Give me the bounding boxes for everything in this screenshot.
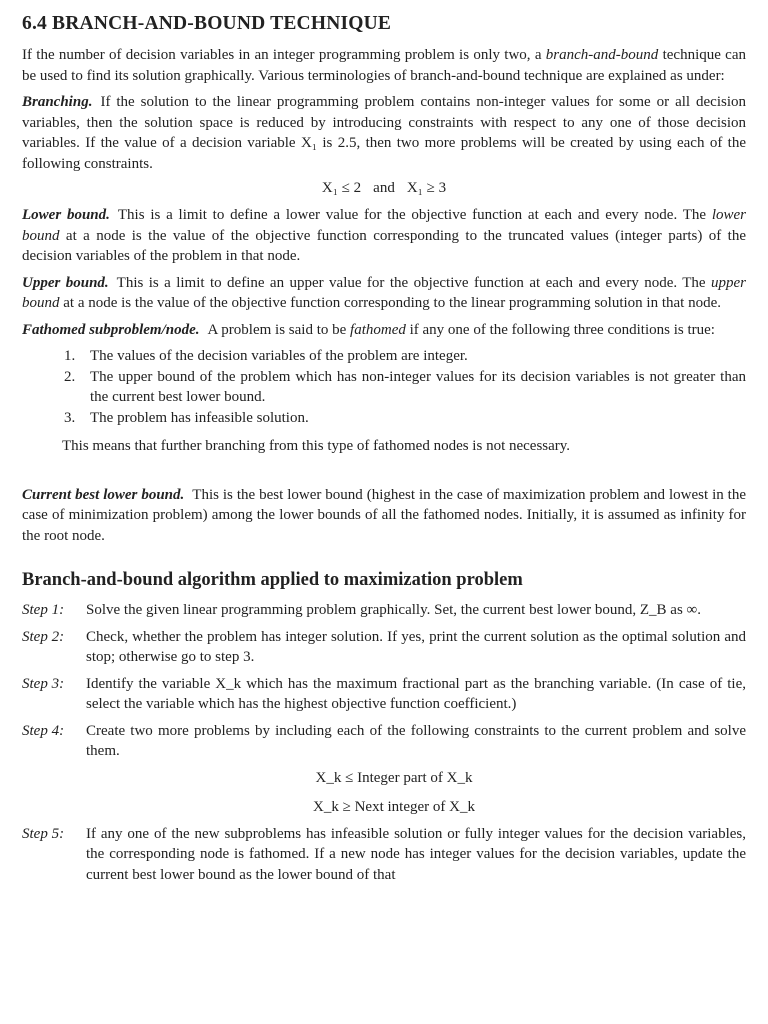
- step-5: [22, 824, 746, 886]
- list-item-text: The problem has infeasible solution.: [90, 409, 309, 426]
- intro-pre: If the number of decision variables in an integer programming problem is only two, a: [22, 47, 546, 63]
- list-item-number: 2.: [64, 368, 76, 385]
- step-text: If any one of the new subproblems has infeasible solution or fully integer values for the decision variables, the corresponding node is fathomed. If a new node has integer values for the decision variables, update the current best lower bound as the lower bound of that: [86, 825, 746, 883]
- step-text: Check, whether the problem has integer solution. If yes, print the current solution as the optimal solution and stop; otherwise go to step 3.: [86, 628, 746, 665]
- step-label: Step 1:: [22, 602, 65, 618]
- step-text: Identify the variable X_k which has the maximum fractional part as the branching variable. (In case of tie, select the variable which has the highest objective function coefficient.): [86, 675, 746, 712]
- list-item-number: 3.: [64, 409, 76, 426]
- fathomed-pre: A problem is said to be: [207, 321, 351, 338]
- branching-text: If the solution to the linear programming problem contains non-integer values for some or all decision variables, then the solution space is reduced by introducing constraints with respect to any one of those decision variables. If the value of a decision variable X₁ is 2.5, then two more problems will be created by using each of the following constraints.: [22, 94, 746, 172]
- fathomed-term: Fathomed subproblem/node.: [22, 321, 200, 338]
- list-item-text: The upper bound of the problem which has non-integer values for its decision variables is not greater than the current best lower bound.: [90, 368, 746, 405]
- step-label: Step 2:: [22, 628, 65, 645]
- step-1: [22, 600, 746, 621]
- fathomed-note: This means that further branching from this type of fathomed nodes is not necessary.: [62, 438, 571, 454]
- fathomed-em: fathomed: [350, 321, 406, 338]
- step-label: Step 3:: [22, 675, 65, 692]
- lower-bound-pre: This is a limit to define a lower value for the objective function at each and every node. The: [117, 207, 712, 223]
- intro-post: technique can be used to find its solution graphically. Various terminologies of branch-and-bound technique are explained as under:: [22, 47, 746, 84]
- step-text: Solve the given linear programming problem graphically. Set, the current best lower bound, Z_B as ∞.: [86, 602, 701, 618]
- upper-bound-term: Upper bound.: [22, 274, 109, 291]
- intro-em: branch-and-bound: [545, 47, 659, 63]
- formula-and: and: [373, 180, 395, 196]
- lower-bound-em: lower bound: [22, 207, 747, 244]
- formula-right: X₁ ≥ 3: [406, 180, 447, 196]
- lower-bound-post: at a node is the value of the objective function corresponding to the truncated values (integer parts) of the decision variables of the problem in that node.: [22, 227, 746, 264]
- current-best-definition: [22, 485, 746, 547]
- fathomed-post: if any one of the following three conditions is true:: [405, 321, 715, 338]
- upper-bound-definition: [22, 273, 746, 314]
- list-item-text: The values of the decision variables of the problem are integer.: [90, 348, 468, 364]
- upper-bound-em: upper bound: [22, 274, 746, 311]
- step4-formula-2: X_k ≥ Next integer of X_k: [313, 798, 475, 815]
- list-item-number: 1.: [64, 348, 76, 364]
- fathomed-definition: [22, 320, 746, 341]
- step-4: [22, 721, 746, 762]
- branching-term: Branching.: [22, 94, 93, 110]
- lower-bound-term: Lower bound.: [22, 207, 110, 223]
- step-3: [22, 674, 746, 715]
- branching-definition: [22, 92, 746, 174]
- algorithm-title: Branch-and-bound algorithm applied to maximization problem: [22, 570, 523, 590]
- section-title: 6.4 BRANCH-AND-BOUND TECHNIQUE: [22, 13, 392, 34]
- upper-bound-post: at a node is the value of the objective function corresponding to the linear programming solution in that node.: [59, 295, 721, 311]
- list-item: [64, 346, 746, 367]
- step-2: [22, 627, 746, 668]
- fathomed-conditions-list: [22, 346, 746, 428]
- upper-bound-pre: This is a limit to define an upper value for the objective function at each and every node. The: [116, 274, 711, 291]
- current-best-term: Current best lower bound.: [22, 486, 185, 503]
- list-item: [64, 367, 746, 408]
- formula-left: X₁ ≤ 2: [321, 180, 362, 196]
- intro-paragraph: [22, 45, 746, 86]
- list-item: [64, 408, 746, 429]
- step-label: Step 4:: [22, 722, 65, 739]
- step-label: Step 5:: [22, 825, 65, 842]
- step-text: Create two more problems by including each of the following constraints to the current problem and solve them.: [86, 722, 746, 759]
- step4-formula-1: X_k ≤ Integer part of X_k: [315, 769, 473, 786]
- lower-bound-definition: [22, 205, 746, 267]
- current-best-text: This is the best lower bound (highest in the case of maximization problem and lowest in the case of minimization problem) among the lower bounds of all the fathomed nodes. Initially, it is assumed as infinity for the root node.: [22, 486, 746, 544]
- branching-formula: [22, 177, 746, 199]
